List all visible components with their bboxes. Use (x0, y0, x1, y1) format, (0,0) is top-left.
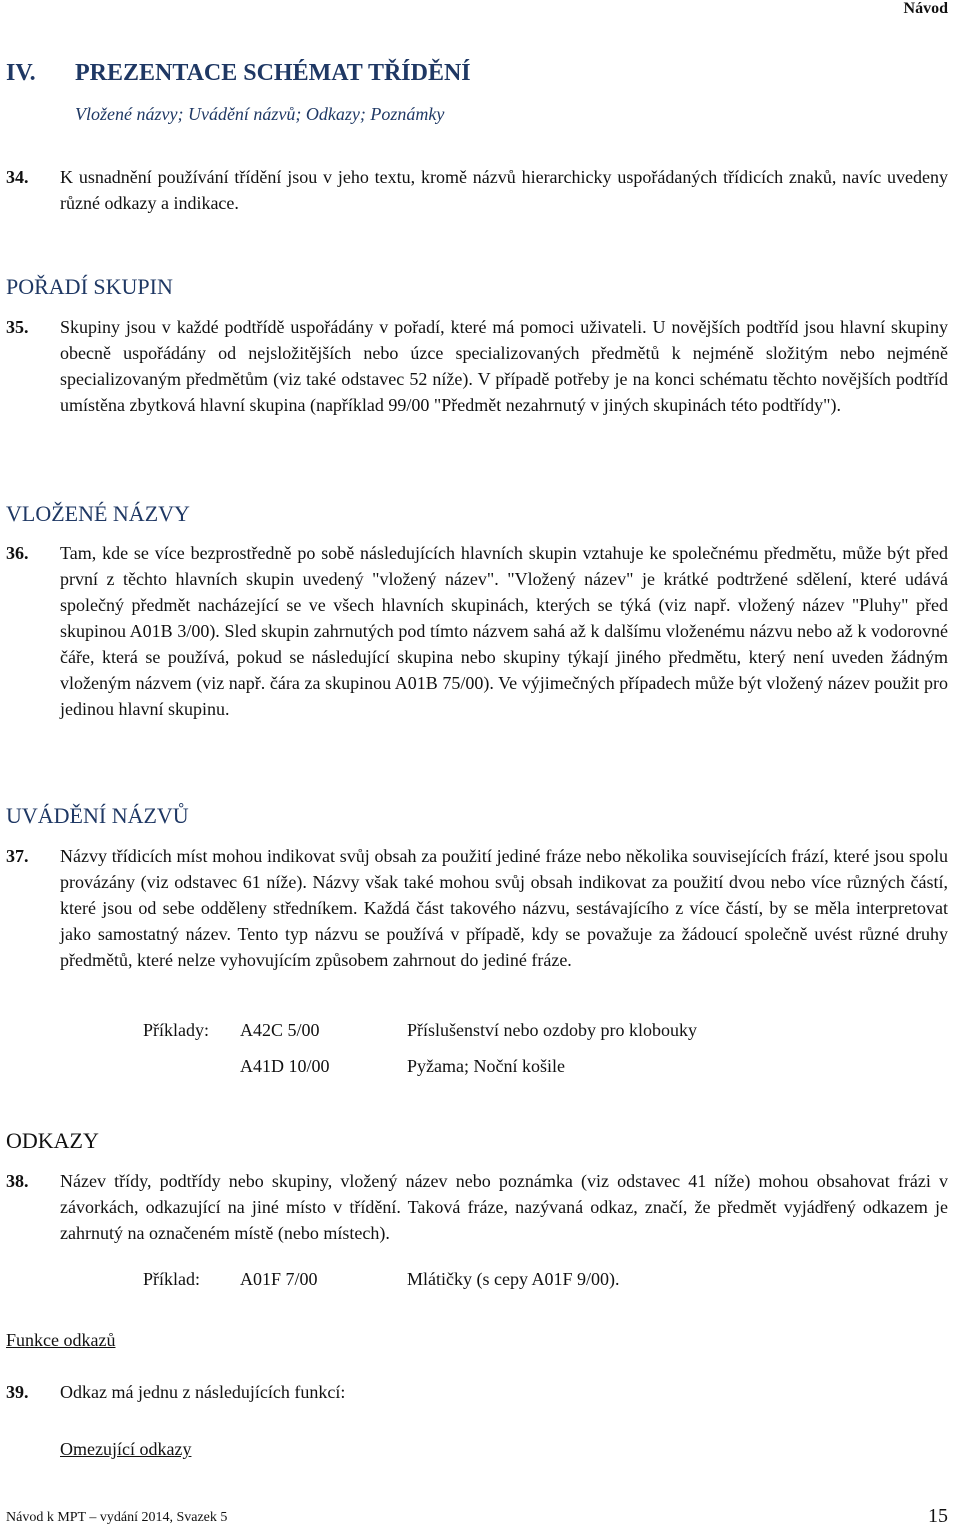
running-header: Návod (903, 0, 948, 17)
paragraph-36 (6, 540, 948, 722)
subsection-heading-funkce-odkazu: Funkce odkazů (6, 1330, 116, 1350)
paragraph-text: Názvy třídicích míst mohou indikovat svůj obsah za použití jediné fráze nebo několika souvisejících frází, které jsou spolu provázány (viz odstavec 61 níže). Názvy však také mohou svůj obsah indikovat za použití dvou nebo více různých částí, které jsou od sebe odděleny středníkem. Každá část takového názvu, sestávajícího z více částí, by se měla interpretovat jako samostatný název. Tento typ názvu se používá v případě, kdy se považuje za žádoucí společně uvést různé druhy předmětů, které nelze vyhovujícím způsobem zahrnout do jediné fráze. (60, 846, 948, 970)
footer-publication: Návod k MPT – vydání 2014, Svazek 5 (6, 1510, 228, 1525)
paragraph-text: K usnadnění používání třídění jsou v jeho textu, kromě názvů hierarchicky uspořádaných třídicích znaků, navíc uvedeny různé odkazy a indikace. (60, 167, 948, 213)
section-heading-poradi-skupin: POŘADÍ SKUPIN (6, 274, 173, 299)
example-description: Příslušenství nebo ozdoby pro klobouky (407, 1020, 697, 1040)
example-code: A01F 7/00 (240, 1269, 318, 1289)
example-label: Příklad: (143, 1269, 200, 1289)
paragraph-38 (6, 1168, 948, 1246)
paragraph-number: 38. (6, 1171, 29, 1191)
paragraph-number: 35. (6, 317, 29, 337)
paragraph-text: Název třídy, podtřídy nebo skupiny, vložený název nebo poznámka (viz odstavec 41 níže) mohou obsahovat frázi v závorkách, odkazující na jiné místo v třídění. Taková fráze, nazývaná odkaz, značí, že předmět vyjádřený odkazem je zahrnutý na označeném místě (nebo místech). (60, 1171, 948, 1243)
chapter-title: PREZENTACE SCHÉMAT TŘÍDĚNÍ (75, 60, 471, 86)
paragraph-number: 34. (6, 167, 29, 187)
chapter-number: IV. (6, 60, 36, 86)
paragraph-text: Tam, kde se více bezprostředně po sobě následujících hlavních skupin vztahuje ke společnému předmětu, může být před první z těchto hlavních skupin uvedený "vložený název". "Vložený název" je krátké podtržené sdělení, které udává společný předmět nacházející se ve všech hlavních skupinách, kterých se týká (viz např. vložený název "Pluhy" před skupinou A01B 3/00). Sled skupin zahrnutých pod tímto názvem sahá až k dalšímu vloženému názvu nebo až k vodorovné čáře, která se používá, pokud se následující skupina nebo skupiny týkají jiného předmětu, který není uveden žádným vloženým názvem (viz např. čára za skupinou A01B 75/00). Ve výjimečných případech může být vložený název použit pro jedinou hlavní skupinu. (60, 543, 948, 719)
section-heading-vlozene-nazvy: VLOŽENÉ NÁZVY (6, 501, 190, 526)
subsection-heading-omezujici-odkazy: Omezující odkazy (60, 1439, 192, 1459)
section-heading-uvadeni-nazvu: UVÁDĚNÍ NÁZVŮ (6, 803, 189, 828)
examples-label: Příklady: (143, 1020, 209, 1040)
paragraph-37 (6, 843, 948, 973)
paragraph-39 (6, 1379, 948, 1405)
page-number: 15 (928, 1505, 948, 1527)
example-description: Pyžama; Noční košile (407, 1056, 565, 1076)
chapter-subtitle: Vložené názvy; Uvádění názvů; Odkazy; Poznámky (75, 104, 445, 124)
paragraph-number: 36. (6, 543, 29, 563)
example-code: A41D 10/00 (240, 1056, 330, 1076)
section-heading-odkazy: ODKAZY (6, 1128, 99, 1153)
paragraph-text: Skupiny jsou v každé podtřídě uspořádány v pořadí, které má pomoci uživateli. U novějších podtříd jsou hlavní skupiny obecně uspořádány od nejsložitějších nebo úzce specializovaných předmětů k nejméně složitým nebo nejméně specializovaným předmětům (viz také odstavec 52 níže). V případě potřeby je na konci schématu těchto novějších podtříd umístěna zbytková hlavní skupina (například 99/00 "Předmět nezahrnutý v jiných skupinách této podtřídy"). (60, 317, 948, 415)
paragraph-number: 39. (6, 1382, 29, 1402)
paragraph-35 (6, 314, 948, 418)
example-description: Mlátičky (s cepy A01F 9/00). (407, 1269, 620, 1289)
paragraph-34 (6, 164, 948, 216)
paragraph-number: 37. (6, 846, 29, 866)
chapter-heading (6, 60, 471, 87)
example-code: A42C 5/00 (240, 1020, 320, 1040)
paragraph-text: Odkaz má jednu z následujících funkcí: (60, 1382, 346, 1402)
